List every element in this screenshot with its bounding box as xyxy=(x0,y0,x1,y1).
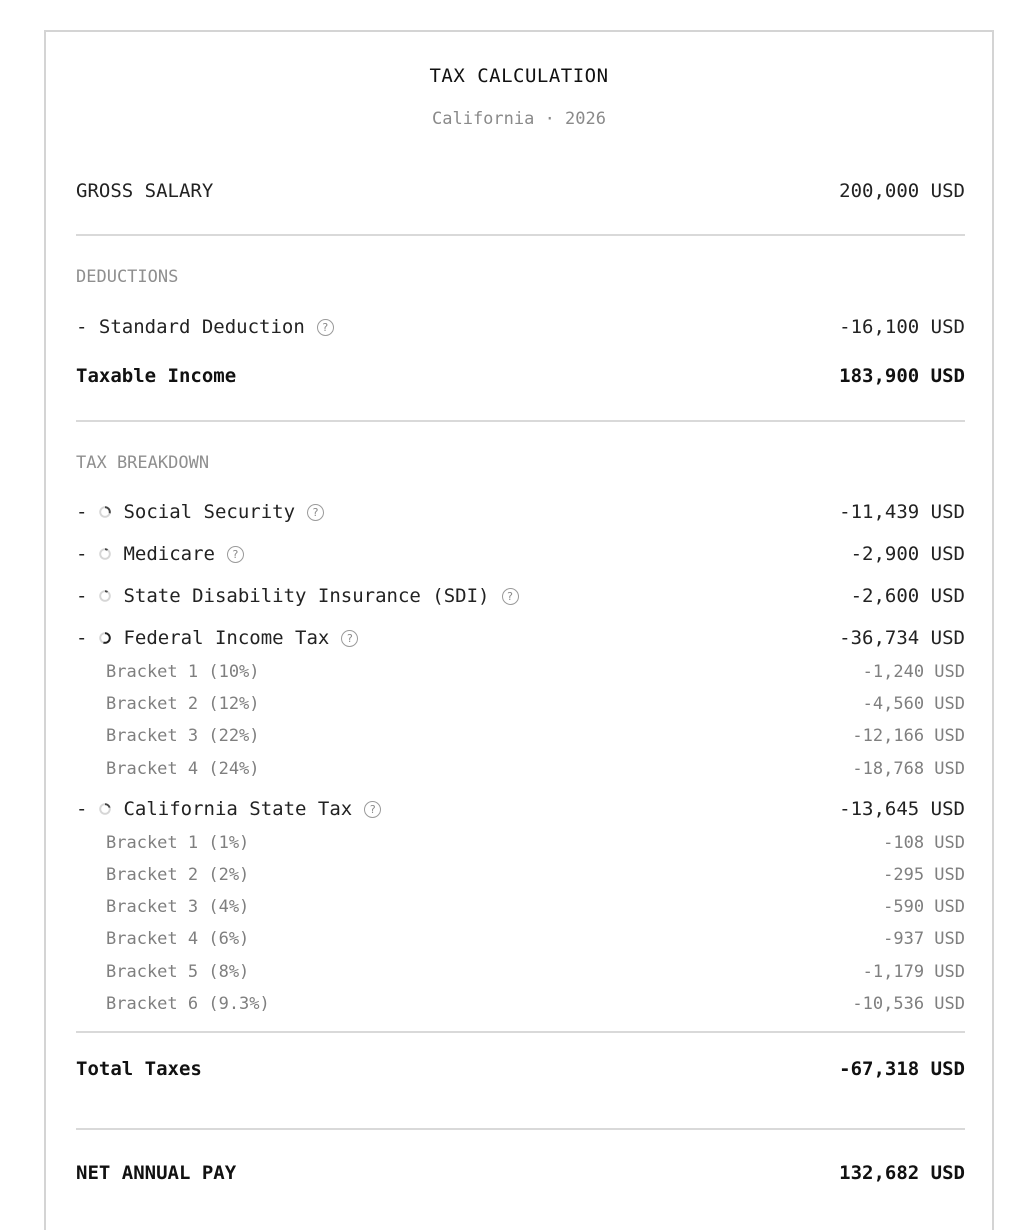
gross-salary-label: GROSS SALARY xyxy=(76,180,214,202)
bracket-row xyxy=(76,828,965,858)
dash: - xyxy=(76,798,88,820)
net-annual-pay-row xyxy=(76,1158,965,1188)
california-state-tax-label: California State Tax xyxy=(123,798,353,820)
bracket-row xyxy=(76,892,965,922)
gross-salary-row xyxy=(76,176,965,206)
tax-calculation-card xyxy=(44,30,994,1230)
net-annual-pay-label: NET ANNUAL PAY xyxy=(76,1162,237,1184)
bracket-amount: -12,166 USD xyxy=(852,726,965,746)
dash: - xyxy=(76,627,88,649)
total-taxes-label: Total Taxes xyxy=(76,1058,202,1080)
tax-breakdown-section-label: TAX BREAKDOWN xyxy=(76,453,210,473)
bracket-row xyxy=(76,989,965,1019)
dash: - xyxy=(76,501,88,523)
help-icon[interactable]: ? xyxy=(364,801,381,818)
bracket-label: Bracket 3 (22%) xyxy=(106,726,260,746)
federal-income-tax-amount: -36,734 USD xyxy=(839,627,965,649)
divider xyxy=(76,1128,965,1130)
bracket-label: Bracket 2 (2%) xyxy=(106,865,250,885)
bracket-row xyxy=(76,957,965,987)
help-icon[interactable]: ? xyxy=(227,546,244,563)
taxable-income-amount: 183,900 USD xyxy=(839,365,965,387)
bracket-label: Bracket 6 (9.3%) xyxy=(106,994,270,1014)
medicare-label: Medicare xyxy=(123,543,215,565)
progress-ring-icon xyxy=(98,505,112,519)
california-state-tax-row xyxy=(76,794,965,824)
bracket-row xyxy=(76,754,965,784)
dash: - xyxy=(76,543,88,565)
total-taxes-amount: -67,318 USD xyxy=(839,1058,965,1080)
bracket-amount: -18,768 USD xyxy=(852,759,965,779)
total-taxes-row xyxy=(76,1054,965,1084)
bracket-row xyxy=(76,924,965,954)
net-annual-pay-amount: 132,682 USD xyxy=(839,1162,965,1184)
progress-ring-icon xyxy=(98,631,112,645)
california-state-tax-amount: -13,645 USD xyxy=(839,798,965,820)
page-title: TAX CALCULATION xyxy=(429,65,609,87)
help-icon[interactable]: ? xyxy=(317,319,334,336)
bracket-amount: -1,240 USD xyxy=(862,662,965,682)
dash: - xyxy=(76,585,88,607)
gross-salary-amount: 200,000 USD xyxy=(839,180,965,202)
bracket-label: Bracket 1 (10%) xyxy=(106,662,260,682)
bracket-amount: -10,536 USD xyxy=(852,994,965,1014)
bracket-amount: -590 USD xyxy=(883,897,965,917)
federal-income-tax-label: Federal Income Tax xyxy=(123,627,330,649)
help-icon[interactable]: ? xyxy=(307,504,324,521)
federal-income-tax-row xyxy=(76,623,965,653)
bracket-amount: -108 USD xyxy=(883,833,965,853)
taxable-income-label: Taxable Income xyxy=(76,365,237,387)
standard-deduction-amount: -16,100 USD xyxy=(839,316,965,338)
medicare-row xyxy=(76,539,965,569)
page-subtitle: California · 2026 xyxy=(432,109,606,129)
bracket-amount: -295 USD xyxy=(883,865,965,885)
bracket-amount: -1,179 USD xyxy=(862,962,965,982)
bracket-row xyxy=(76,689,965,719)
sdi-row xyxy=(76,581,965,611)
bracket-label: Bracket 5 (8%) xyxy=(106,962,250,982)
sdi-amount: -2,600 USD xyxy=(850,585,965,607)
social-security-label: Social Security xyxy=(123,501,296,523)
bracket-label: Bracket 1 (1%) xyxy=(106,833,250,853)
bracket-label: Bracket 4 (6%) xyxy=(106,929,250,949)
taxable-income-row xyxy=(76,361,965,391)
sdi-label: State Disability Insurance (SDI) xyxy=(123,585,490,607)
medicare-amount: -2,900 USD xyxy=(850,543,965,565)
standard-deduction-label: - Standard Deduction xyxy=(76,316,305,338)
bracket-row xyxy=(76,721,965,751)
bracket-amount: -937 USD xyxy=(883,929,965,949)
divider xyxy=(76,1031,965,1033)
bracket-label: Bracket 4 (24%) xyxy=(106,759,260,779)
progress-ring-icon xyxy=(98,547,112,561)
help-icon[interactable]: ? xyxy=(502,588,519,605)
bracket-label: Bracket 2 (12%) xyxy=(106,694,260,714)
bracket-label: Bracket 3 (4%) xyxy=(106,897,250,917)
progress-ring-icon xyxy=(98,802,112,816)
deductions-section-label: DEDUCTIONS xyxy=(76,267,179,287)
social-security-amount: -11,439 USD xyxy=(839,501,965,523)
bracket-row xyxy=(76,657,965,687)
bracket-amount: -4,560 USD xyxy=(862,694,965,714)
standard-deduction-row xyxy=(76,312,965,342)
social-security-row xyxy=(76,497,965,527)
divider xyxy=(76,420,965,422)
bracket-row xyxy=(76,860,965,890)
help-icon[interactable]: ? xyxy=(341,630,358,647)
progress-ring-icon xyxy=(98,589,112,603)
divider xyxy=(76,234,965,236)
